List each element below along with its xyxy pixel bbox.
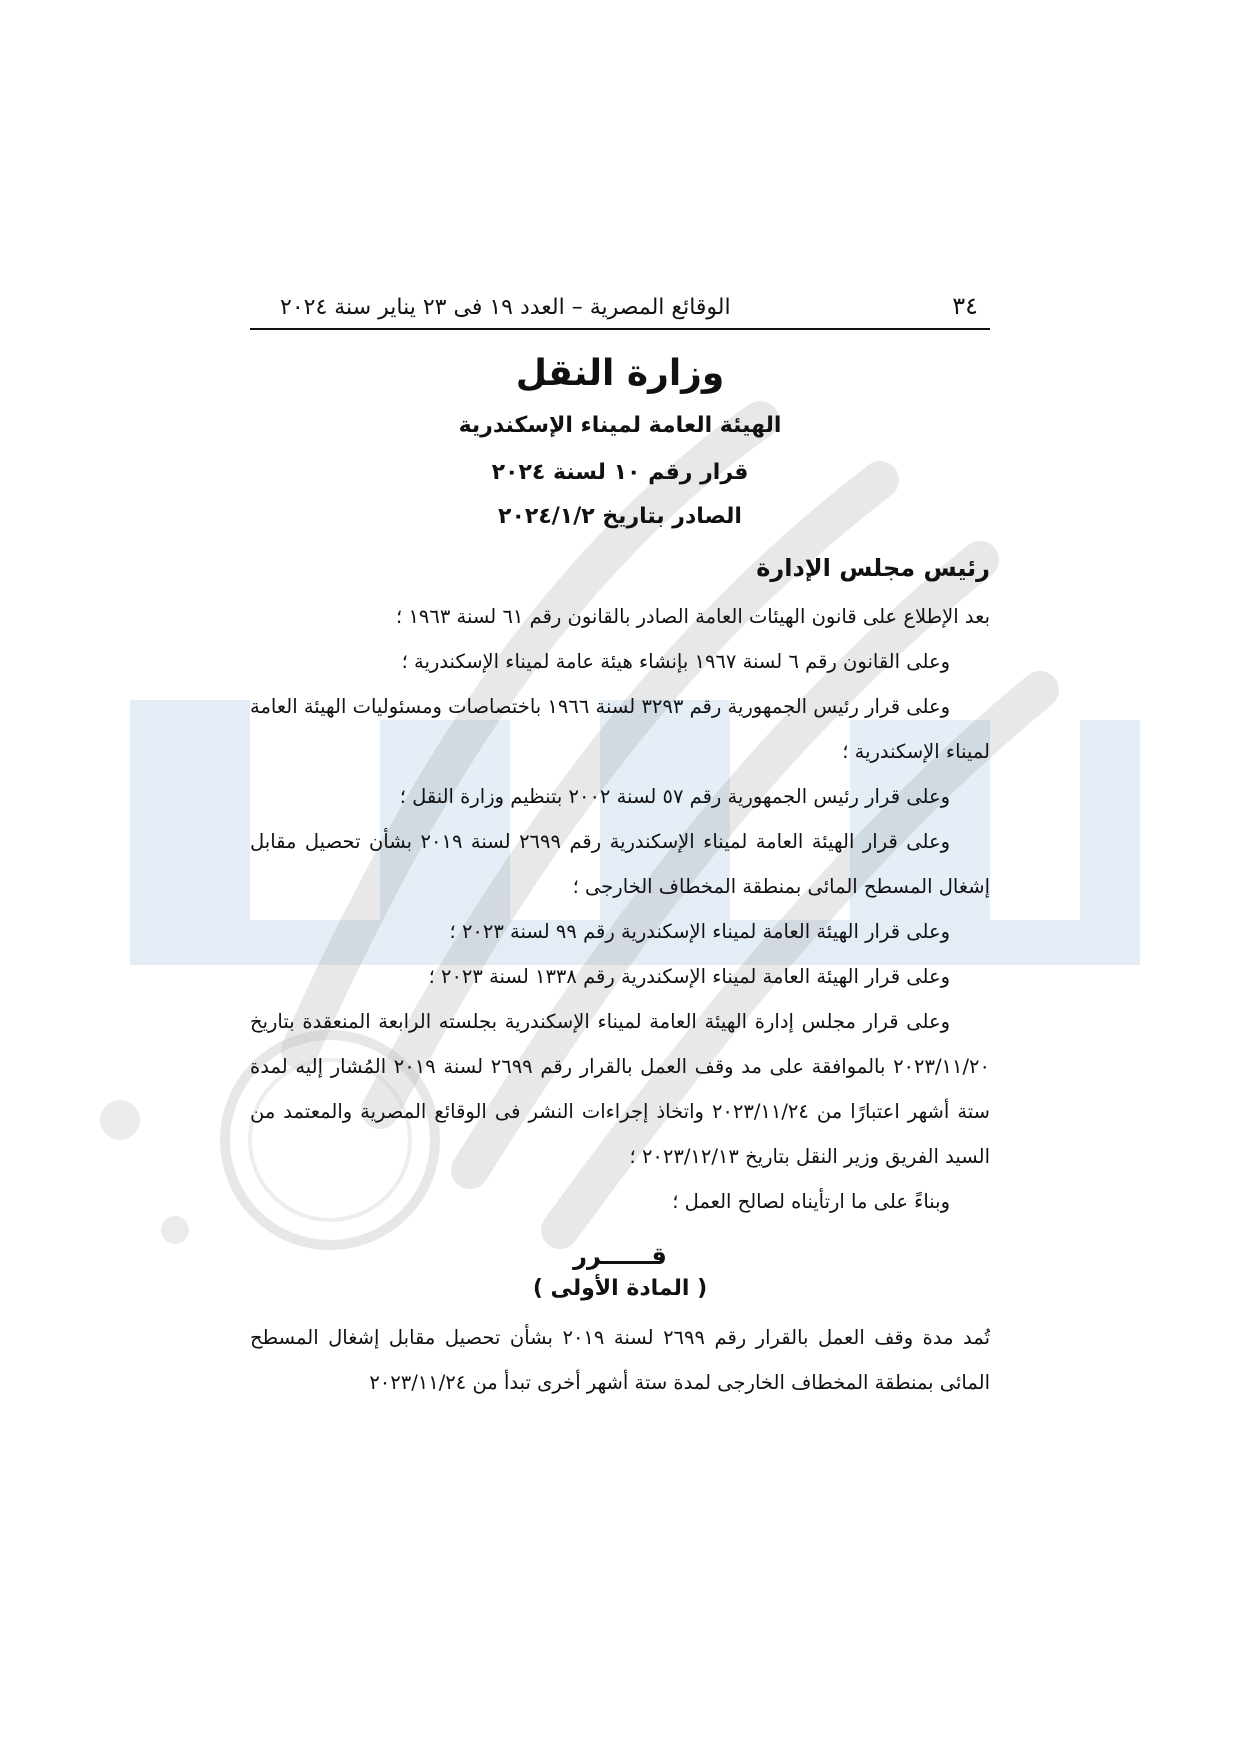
issue-line: الوقائع المصرية – العدد ١٩ فى ٢٣ يناير سنة ٢٠٢٤ [280, 295, 731, 320]
decree-date: الصادر بتاريخ ٢٠٢٤/١/٢ [498, 503, 742, 529]
preamble-paragraph: وعلى قرار الهيئة العامة لميناء الإسكندرية رقم ١٣٣٨ لسنة ٢٠٢٣ ؛ [428, 965, 950, 989]
authority-title: الهيئة العامة لميناء الإسكندرية [458, 413, 782, 439]
running-header [250, 280, 990, 330]
preamble-paragraph: وعلى قرار رئيس الجمهورية رقم ٥٧ لسنة ٢٠٠٢ بتنظيم وزارة النقل ؛ [399, 785, 950, 809]
document-page [250, 280, 990, 1405]
decides-heading: قــــــرر [573, 1242, 667, 1271]
preamble-paragraph: وبناءً على ما ارتأيناه لصالح العمل ؛ [672, 1190, 950, 1214]
preamble-paragraph: بعد الإطلاع على قانون الهيئات العامة الصادر بالقانون رقم ٦١ لسنة ١٩٦٣ ؛ [396, 605, 990, 629]
preamble-paragraph: وعلى قرار الهيئة العامة لميناء الإسكندرية رقم ٩٩ لسنة ٢٠٢٣ ؛ [449, 920, 950, 944]
preamble [250, 594, 990, 1224]
ministry-title: وزارة النقل [515, 353, 725, 394]
decree-number: قرار رقم ١٠ لسنة ٢٠٢٤ [491, 459, 749, 485]
page-number: ٣٤ [952, 292, 978, 320]
preamble-paragraph: وعلى قرار مجلس إدارة الهيئة العامة لميناء الإسكندرية بجلسته الرابعة المنعقدة بتاريخ ٢٠٢٣/١١/٢٠ بالموافقة على مد وقف العمل بالقرار رقم ٢٦٩٩ لسنة ٢٠١٩ المُشار إليه لمدة ستة أشهر اعتبارًا من ٢٠٢٣/١١/٢٤ واتخاذ إجراءات النشر فى الوقائع المصرية والمعتمد من السيد الفريق وزير النقل بتاريخ ٢٠٢٣/١٢/١٣ ؛ [250, 1010, 990, 1169]
preamble-paragraph: وعلى القانون رقم ٦ لسنة ١٩٦٧ بإنشاء هيئة عامة لميناء الإسكندرية ؛ [401, 650, 950, 674]
article-body [250, 1315, 990, 1405]
article-title: ( المادة الأولى ) [532, 1276, 708, 1302]
preamble-paragraph: وعلى قرار رئيس الجمهورية رقم ٣٢٩٣ لسنة ١٩٦٦ باختصاصات ومسئوليات الهيئة العامة لميناء الإسكندرية ؛ [250, 695, 990, 764]
chair-title: رئيس مجلس الإدارة [756, 554, 990, 583]
preamble-paragraph: وعلى قرار الهيئة العامة لميناء الإسكندرية رقم ٢٦٩٩ لسنة ٢٠١٩ بشأن تحصيل مقابل إشغال المسطح المائى بمنطقة المخطاف الخارجى ؛ [250, 830, 990, 899]
article-paragraph: تُمد مدة وقف العمل بالقرار رقم ٢٦٩٩ لسنة ٢٠١٩ بشأن تحصيل مقابل إشغال المسطح المائى بمنطقة المخطاف الخارجى لمدة ستة أشهر أخرى تبدأ من ٢٠٢٣/١١/٢٤ [250, 1326, 990, 1395]
